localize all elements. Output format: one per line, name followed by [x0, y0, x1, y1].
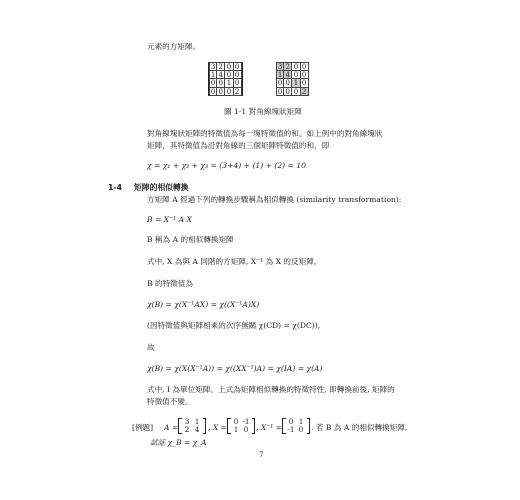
example-a-label: A =	[164, 423, 179, 432]
matrix-cell: 2	[284, 62, 292, 71]
paragraph-line: 式中, I 為單位矩陣。上式為矩陣相似轉換的特徵特性, 即轉換前後, 矩陣的	[147, 385, 395, 394]
matrix-entry: 1	[298, 417, 304, 426]
example-x-label: , X =	[208, 423, 228, 432]
paragraph-line: B 稱為 A 的相似轉換矩陣	[147, 235, 234, 244]
matrix-entry: 1	[194, 417, 200, 426]
matrix-cell: 1	[292, 79, 300, 88]
matrix-x-inverse	[282, 418, 310, 434]
paragraph-line: B 的特徵值為	[147, 279, 193, 288]
matrix-left	[208, 62, 243, 96]
matrix-cell: 2	[234, 88, 242, 97]
example-label: [例題]	[132, 423, 154, 432]
matrix-cell: 4	[284, 71, 292, 80]
matrix-cell: 0	[301, 79, 309, 88]
matrix-cell: 1	[210, 70, 216, 79]
matrix-cell: 0	[217, 88, 225, 97]
equation-similarity: B = X⁻¹ A X	[147, 215, 192, 224]
equation-chi-b-expanded: χ(B) = χ(X(X⁻¹A)) = χ((XX⁻¹)A) = χ(IA) = χ(A)	[147, 364, 323, 373]
matrix-cell: 0	[277, 79, 283, 88]
matrix-entry: 0	[298, 425, 304, 434]
matrix-cell: 0	[234, 71, 242, 80]
matrix-cell: 2	[301, 88, 309, 97]
example-tail: . 若 B 為 A 的相似轉換矩陣,	[311, 423, 408, 432]
paragraph-line: 式中, X 為與 A 同階的方矩陣, X⁻¹ 為 X 的反矩陣。	[147, 257, 322, 266]
matrix-entry: 0	[288, 417, 294, 426]
paragraph-line: (因特徵值與矩陣相乘的次序無關 χ(CD) = χ(DC)),	[147, 321, 321, 330]
figure-caption: 圖 1-1 對角線塊狀矩陣	[224, 107, 302, 116]
matrix-entry: 3	[184, 417, 190, 426]
matrix-cell: 0	[301, 71, 309, 80]
page-number: 7	[259, 451, 264, 459]
matrix-cell: 3	[277, 63, 283, 71]
matrix-cell: 0	[225, 62, 233, 71]
equation-chi-b: χ(B) = χ(X⁻¹AX) = χ((X⁻¹A)X)	[147, 300, 260, 309]
matrix-cell: 0	[234, 62, 242, 71]
prove-line: 試証 χ_B = χ_A	[150, 438, 207, 447]
section-title: 矩陣的相似轉換	[134, 183, 189, 192]
matrix-entry: -1	[242, 417, 250, 426]
paragraph-line: 故	[147, 343, 155, 352]
paragraph-line: 對角線塊狀矩陣的特徵值為每一塊特徵值的和。如上例中的對角線塊狀	[147, 129, 383, 138]
matrix-entry: 0	[233, 417, 239, 426]
matrix-cell: 1	[225, 79, 233, 88]
matrix-entry: 1	[233, 425, 239, 434]
example-xinv-label: , X⁻¹ =	[256, 423, 283, 432]
matrix-cell: 0	[292, 62, 300, 71]
definition-line: 方矩陣 A 經過下列的轉換步驟稱為相似轉換 (similarity transformation):	[147, 195, 402, 204]
matrix-cell: 0	[225, 88, 233, 97]
matrix-cell: 0	[210, 87, 216, 96]
matrix-cell: 2	[217, 62, 225, 71]
matrix-cell: 0	[284, 88, 292, 97]
matrix-cell: 1	[277, 70, 283, 79]
matrix-entry: -1	[287, 425, 295, 434]
matrix-entry: 4	[194, 425, 200, 434]
matrix-cell: 4	[217, 71, 225, 80]
paragraph-line: 矩陣，其特徵值為沿對角線的三個矩陣特徵值的和，即	[147, 141, 330, 150]
intro-text: 元素的方矩陣。	[147, 42, 201, 51]
matrix-cell: 0	[277, 87, 283, 96]
matrix-x	[227, 418, 255, 434]
matrix-cell: 0	[284, 79, 292, 88]
matrix-a	[178, 418, 206, 434]
equation-trace: χ = χ₁ + χ₂ + χ₃ = (3+4) + (1) + (2) = 10	[147, 161, 306, 170]
matrix-cell: 3	[210, 63, 216, 71]
section-number: 1-4	[108, 183, 123, 192]
matrix-cell: 0	[210, 79, 216, 88]
matrix-cell: 0	[292, 71, 300, 80]
matrix-cell: 0	[217, 79, 225, 88]
matrix-right-shaded	[276, 62, 309, 96]
matrix-cell: 0	[301, 62, 309, 71]
matrix-cell: 0	[234, 79, 242, 88]
matrix-entry: 2	[184, 425, 190, 434]
paragraph-line: 特徵值不變。	[147, 397, 193, 406]
matrix-cell: 0	[225, 71, 233, 80]
matrix-cell: 0	[292, 88, 300, 97]
matrix-entry: 0	[243, 425, 249, 434]
